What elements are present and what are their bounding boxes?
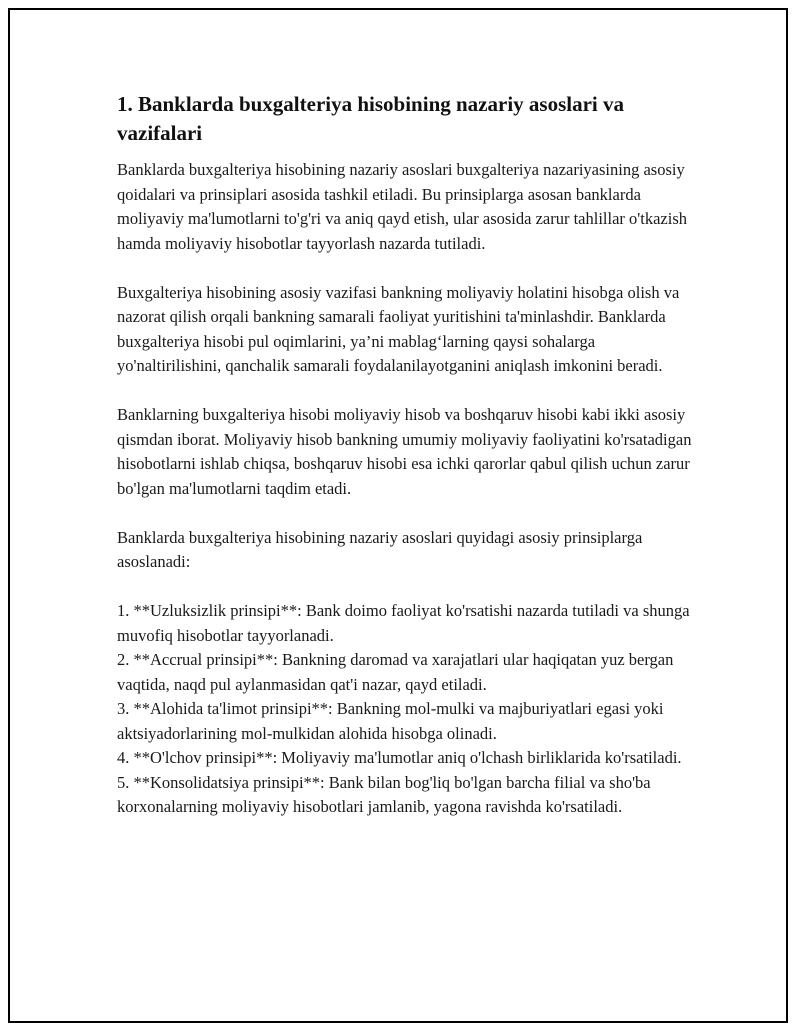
paragraph-main-task: Buxgalteriya hisobining asosiy vazifasi bankning moliyaviy holatini hisobga olish va nazorat qilish orqali bankning samarali faoliyat yuritishini ta'minlashdir. Banklarda buxgalteriya hisobi pul oqimlarini, ya’ni mablag‘larning qaysi sohalarga yo'naltirilishini, qanchalik samarali foydalanilayotganini aniqlash imkonini beradi.: [117, 282, 680, 375]
principle-item: 5. **Konsolidatsiya prinsipi**: Bank bilan bog'liq bo'lgan barcha filial va sho'ba korxonalarning moliyaviy hisobotlari jamlanib, yagona ravishda ko'rsatiladi.: [117, 772, 651, 816]
principle-item: 2. **Accrual prinsipi**: Bankning daromad va xarajatlari ular haqiqatan yuz bergan vaqtida, naqd pul aylanmasidan qat'i nazar, qayd etiladi.: [117, 650, 674, 694]
principle-item: 4. **O'lchov prinsipi**: Moliyaviy ma'lumotlar aniq o'lchash birliklarida ko'rsatiladi.: [117, 748, 682, 767]
principle-item: 1. **Uzluksizlik prinsipi**: Bank doimo faoliyat ko'rsatishi nazarda tutiladi va shunga muvofiq hisobotlar tayyorlanadi.: [117, 601, 690, 645]
paragraph-intro: Banklarda buxgalteriya hisobining nazariy asoslari buxgalteriya nazariyasining asosiy qoidalari va prinsiplari asosida tashkil etiladi. Bu prinsiplarga asosan banklarda moliyaviy ma'lumotlarni to'g'ri va aniq qayd etish, ular asosida zarur tahlillar o'tkazish hamda moliyaviy hisobotlar tayyorlash nazarda tutiladi.: [117, 160, 687, 253]
document-title: 1. Banklarda buxgalteriya hisobining nazariy asoslari va vazifalari: [117, 92, 624, 145]
paragraph-principles-intro: Banklarda buxgalteriya hisobining nazariy asoslari quyidagi asosiy prinsiplarga asoslanadi:: [117, 527, 643, 571]
paragraph-parts: Banklarning buxgalteriya hisobi moliyaviy hisob va boshqaruv hisobi kabi ikki asosiy qismdan iborat. Moliyaviy hisob bankning umumiy moliyaviy faoliyatini ko'rsatadigan hisobotlarni ishlab chiqsa, boshqaruv hisobi esa ichki qarorlar qabul qilish uchun zarur bo'lgan ma'lumotlarni taqdim etadi.: [117, 405, 692, 498]
principle-item: 3. **Alohida ta'limot prinsipi**: Bankning mol-mulki va majburiyatlari egasi yoki aktsiyadorlarining mol-mulkidan alohida hisobga olinadi.: [117, 699, 664, 743]
document-body: [117, 90, 692, 820]
principles-list: [117, 599, 692, 820]
